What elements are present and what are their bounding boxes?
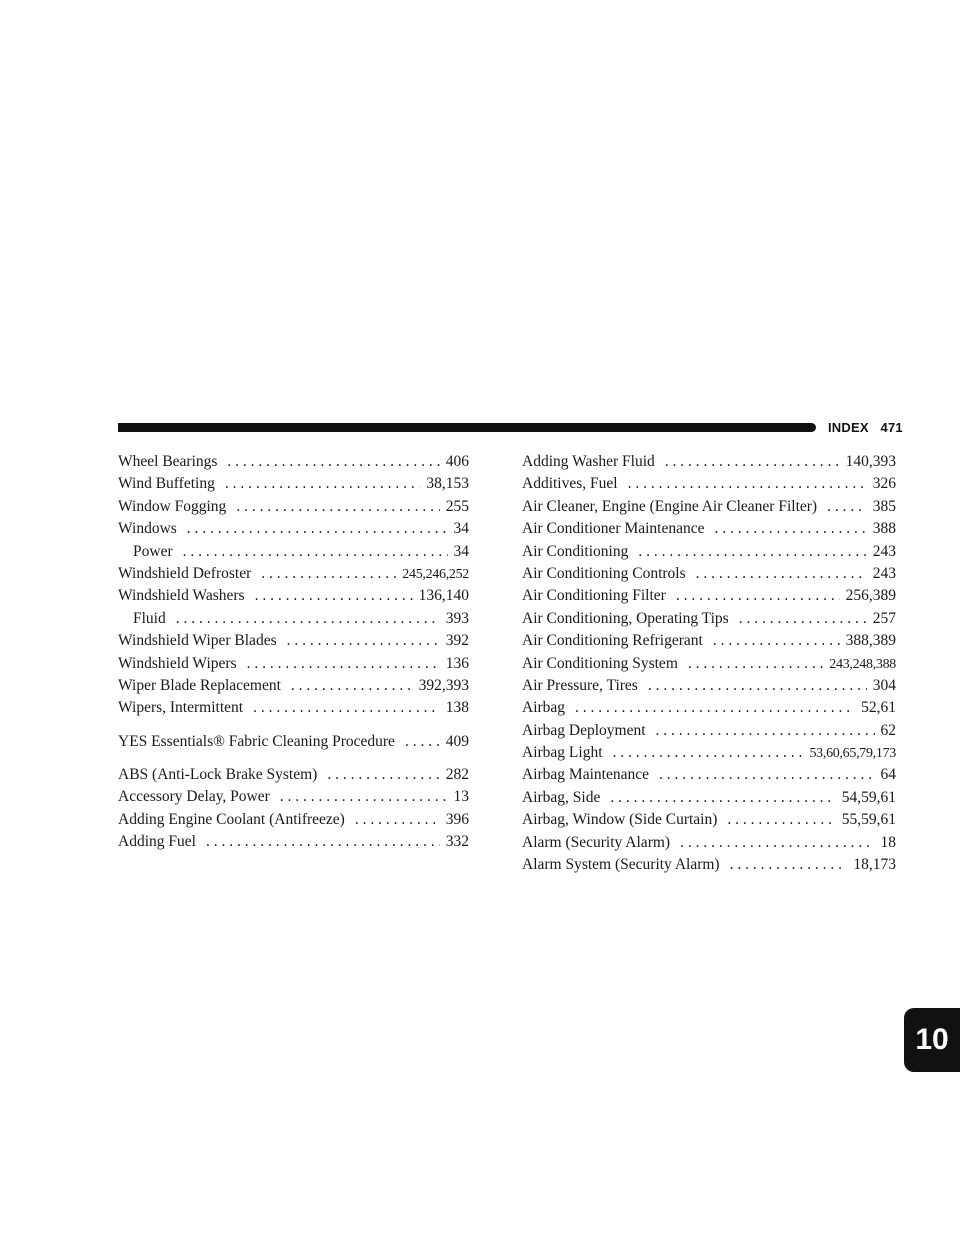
dot-leader xyxy=(688,653,823,675)
dot-leader xyxy=(739,608,867,630)
dot-leader xyxy=(327,764,439,786)
entry-pages: 34 xyxy=(453,520,469,538)
dot-leader xyxy=(638,541,866,563)
index-entry xyxy=(522,742,896,764)
entry-pages: 53,60,65,79,173 xyxy=(809,746,896,762)
entry-pages: 256,389 xyxy=(845,587,896,605)
entry-term: Accessory Delay, Power xyxy=(118,788,270,806)
dot-leader xyxy=(280,786,448,808)
dot-leader xyxy=(613,742,804,764)
entry-pages: 406 xyxy=(445,453,469,470)
index-entry xyxy=(522,473,896,495)
dot-leader xyxy=(176,608,440,630)
index-entry xyxy=(118,764,469,786)
index-subentry xyxy=(118,608,469,630)
dot-leader xyxy=(610,787,835,809)
dot-leader xyxy=(696,563,867,585)
index-entry xyxy=(522,541,896,563)
index-entry xyxy=(522,854,896,876)
index-entry xyxy=(118,563,469,585)
entry-pages: 393 xyxy=(445,609,469,627)
dot-leader xyxy=(730,854,848,876)
entry-term: Windshield Defroster xyxy=(118,564,252,582)
dot-leader xyxy=(665,451,840,473)
index-group-a xyxy=(118,764,469,854)
dot-leader xyxy=(261,563,396,585)
entry-term: Airbag Light xyxy=(522,744,603,762)
dot-leader xyxy=(291,675,413,697)
entry-pages: 136 xyxy=(445,654,469,672)
index-entry xyxy=(118,675,469,697)
entry-term: Airbag, Side xyxy=(522,788,601,806)
entry-pages: 55,59,61 xyxy=(841,811,896,829)
dot-leader xyxy=(648,675,867,697)
dot-leader xyxy=(247,653,440,675)
entry-pages: 388 xyxy=(872,520,896,538)
index-entry xyxy=(522,496,896,518)
running-header xyxy=(828,420,903,435)
entry-pages: 64 xyxy=(880,766,896,784)
entry-pages: 138 xyxy=(445,699,469,717)
entry-pages: 409 xyxy=(445,732,469,750)
entry-term: Air Conditioning Controls xyxy=(522,564,686,582)
dot-leader xyxy=(628,473,867,495)
entry-term: Air Conditioning xyxy=(522,542,629,560)
entry-pages: 392 xyxy=(445,632,469,650)
index-entry xyxy=(522,675,896,697)
dot-leader xyxy=(253,697,440,719)
dot-leader xyxy=(715,518,867,540)
dot-leader xyxy=(225,473,421,495)
index-entry xyxy=(522,608,896,630)
entry-term: Additives, Fuel xyxy=(522,475,618,493)
index-entry xyxy=(522,451,896,473)
section-title: INDEX xyxy=(828,420,869,435)
dot-leader xyxy=(827,496,867,518)
entry-term: Air Conditioning Refrigerant xyxy=(522,632,703,650)
dot-leader xyxy=(287,630,440,652)
entry-pages: 13 xyxy=(453,788,469,806)
index-entry xyxy=(118,496,469,518)
entry-pages: 243 xyxy=(872,542,896,560)
dot-leader xyxy=(727,809,835,831)
entry-term: Airbag Deployment xyxy=(522,721,646,739)
index-group-w xyxy=(118,451,469,720)
entry-pages: 332 xyxy=(445,833,469,851)
index-entry xyxy=(522,809,896,831)
index-entry xyxy=(118,809,469,831)
index-entry xyxy=(118,653,469,675)
entry-pages: 136,140 xyxy=(418,587,469,605)
page-number: 471 xyxy=(880,420,903,435)
entry-term: Airbag xyxy=(522,699,566,717)
entry-pages: 52,61 xyxy=(861,699,896,717)
entry-pages: 243 xyxy=(872,564,896,582)
group-spacer xyxy=(118,720,469,731)
entry-term: Alarm System (Security Alarm) xyxy=(522,856,720,874)
dot-leader xyxy=(680,832,874,854)
entry-term: Air Conditioning Filter xyxy=(522,587,666,605)
dot-leader xyxy=(676,585,840,607)
index-entry xyxy=(522,832,896,854)
entry-pages: 18,173 xyxy=(853,856,896,874)
index-entry xyxy=(118,630,469,652)
index-entry xyxy=(522,787,896,809)
entry-pages: 18 xyxy=(880,833,896,851)
entry-term: Windshield Wiper Blades xyxy=(118,632,277,650)
entry-term: Windshield Wipers xyxy=(118,654,237,672)
index-entry xyxy=(522,764,896,786)
entry-pages: 385 xyxy=(872,497,896,515)
entry-pages: 38,153 xyxy=(426,475,469,493)
index-entry xyxy=(118,831,469,853)
dot-leader xyxy=(236,496,439,518)
index-entry xyxy=(118,473,469,495)
entry-term: Adding Fuel xyxy=(118,833,196,851)
dot-leader xyxy=(656,720,875,742)
entry-term: Wipers, Intermittent xyxy=(118,699,244,717)
dot-leader xyxy=(255,585,413,607)
entry-term: ABS (Anti-Lock Brake System) xyxy=(118,766,318,784)
index-entry xyxy=(118,518,469,540)
dot-leader xyxy=(183,541,448,563)
dot-leader xyxy=(659,764,875,786)
header-rule xyxy=(118,423,816,432)
entry-term: Wheel Bearings xyxy=(118,453,218,470)
entry-pages: 282 xyxy=(445,766,469,784)
entry-term: Wiper Blade Replacement xyxy=(118,676,281,694)
entry-term: Adding Engine Coolant (Antifreeze) xyxy=(118,810,345,828)
entry-pages: 140,393 xyxy=(845,453,896,470)
dot-leader xyxy=(355,809,440,831)
index-entry xyxy=(118,451,469,473)
index-group-y xyxy=(118,731,469,753)
index-entry xyxy=(522,585,896,607)
index-subentry xyxy=(118,541,469,563)
entry-term: Air Conditioning System xyxy=(522,654,678,672)
entry-term: Air Pressure, Tires xyxy=(522,676,638,694)
entry-term: Window Fogging xyxy=(118,497,227,515)
entry-term: Power xyxy=(133,542,173,560)
index-entry xyxy=(522,653,896,675)
index-entry xyxy=(118,697,469,719)
index-entry xyxy=(118,731,469,753)
group-spacer xyxy=(118,753,469,764)
entry-pages: 255 xyxy=(445,497,469,515)
entry-term: Windshield Washers xyxy=(118,587,245,605)
entry-term: YES Essentials® Fabric Cleaning Procedure xyxy=(118,732,395,750)
dot-leader xyxy=(227,451,439,473)
entry-pages: 34 xyxy=(453,542,469,560)
dot-leader xyxy=(713,630,840,652)
entry-term: Wind Buffeting xyxy=(118,475,215,493)
index-entry xyxy=(522,518,896,540)
index-entry xyxy=(522,720,896,742)
entry-term: Windows xyxy=(118,520,177,538)
dot-leader xyxy=(187,518,448,540)
index-column-right xyxy=(522,451,896,876)
entry-pages: 388,389 xyxy=(845,632,896,650)
entry-pages: 257 xyxy=(872,609,896,627)
index-entry xyxy=(522,697,896,719)
entry-term: Adding Washer Fluid xyxy=(522,453,655,470)
index-entry xyxy=(522,563,896,585)
entry-pages: 62 xyxy=(880,721,896,739)
entry-term: Air Conditioner Maintenance xyxy=(522,520,705,538)
entry-term: Airbag, Window (Side Curtain) xyxy=(522,811,718,829)
index-column-left xyxy=(118,451,469,854)
entry-term: Air Cleaner, Engine (Engine Air Cleaner Filter) xyxy=(522,497,818,515)
entry-term: Airbag Maintenance xyxy=(522,766,649,784)
dot-leader xyxy=(206,831,440,853)
entry-pages: 54,59,61 xyxy=(841,788,896,806)
entry-pages: 392,393 xyxy=(418,676,469,694)
chapter-tab: 10 xyxy=(904,1008,960,1072)
dot-leader xyxy=(405,731,440,753)
entry-pages: 326 xyxy=(872,475,896,493)
index-entry xyxy=(118,786,469,808)
entry-pages: 304 xyxy=(872,676,896,694)
index-entry xyxy=(522,630,896,652)
entry-pages: 245,246,252 xyxy=(402,566,469,582)
dot-leader xyxy=(575,697,855,719)
entry-pages: 243,248,388 xyxy=(829,656,896,672)
index-entry xyxy=(118,585,469,607)
entry-pages: 396 xyxy=(445,810,469,828)
entry-term: Alarm (Security Alarm) xyxy=(522,833,671,851)
index-group-a-continued xyxy=(522,451,896,876)
entry-term: Air Conditioning, Operating Tips xyxy=(522,609,729,627)
entry-term: Fluid xyxy=(133,609,166,627)
